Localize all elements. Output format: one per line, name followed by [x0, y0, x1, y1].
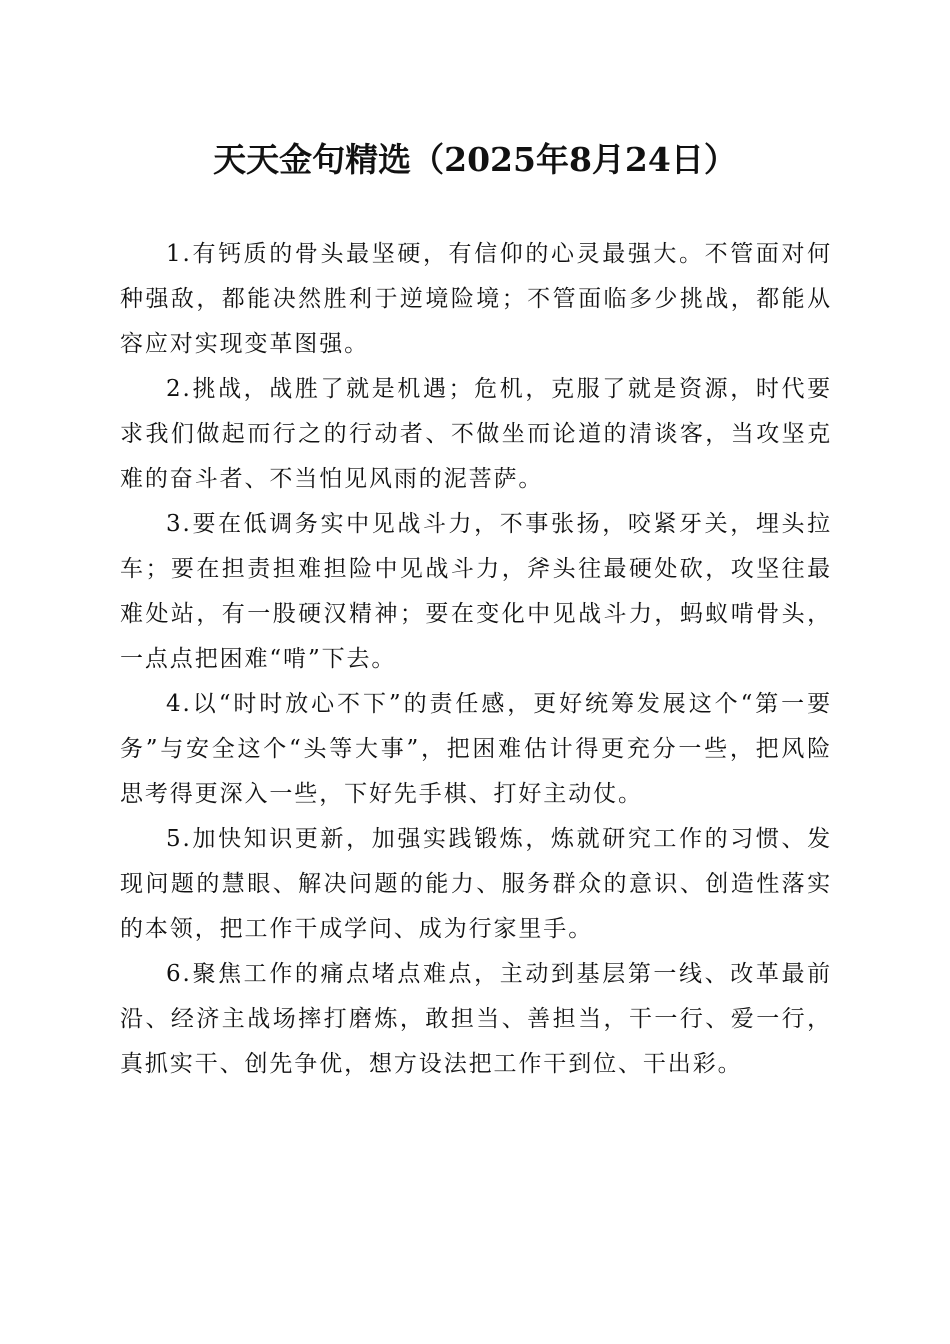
document-title: 天天金句精选（2025年8月24日）	[213, 140, 737, 179]
paragraph-4: 4.以“时时放心不下”的责任感，更好统筹发展这个“第一要务”与安全这个“头等大事”，把困难估计得更充分一些，把风险思考得更深入一些，下好先手棋、打好主动仗。	[120, 691, 832, 807]
paragraph-5: 5.加快知识更新，加强实践锻炼，炼就研究工作的习惯、发现问题的慧眼、解决问题的能力、服务群众的意识、创造性落实的本领，把工作干成学问、成为行家里手。	[120, 826, 832, 942]
paragraph-2: 2.挑战，战胜了就是机遇；危机，克服了就是资源，时代要求我们做起而行之的行动者、不做坐而论道的清谈客，当攻坚克难的奋斗者、不当怕见风雨的泥菩萨。	[120, 376, 832, 492]
document-body	[120, 232, 832, 1087]
paragraph-1: 1.有钙质的骨头最坚硬，有信仰的心灵最强大。不管面对何种强敌，都能决然胜利于逆境险境；不管面临多少挑战，都能从容应对实现变革图强。	[120, 241, 832, 357]
paragraph-3: 3.要在低调务实中见战斗力，不事张扬，咬紧牙关，埋头拉车；要在担责担难担险中见战斗力，斧头往最硬处砍，攻坚往最难处站，有一股硬汉精神；要在变化中见战斗力，蚂蚁啃骨头，一点点把困难“啃”下去。	[120, 511, 832, 672]
paragraph-6: 6.聚焦工作的痛点堵点难点，主动到基层第一线、改革最前沿、经济主战场摔打磨炼，敢担当、善担当，干一行、爱一行，真抓实干、创先争优，想方设法把工作干到位、干出彩。	[120, 961, 832, 1077]
